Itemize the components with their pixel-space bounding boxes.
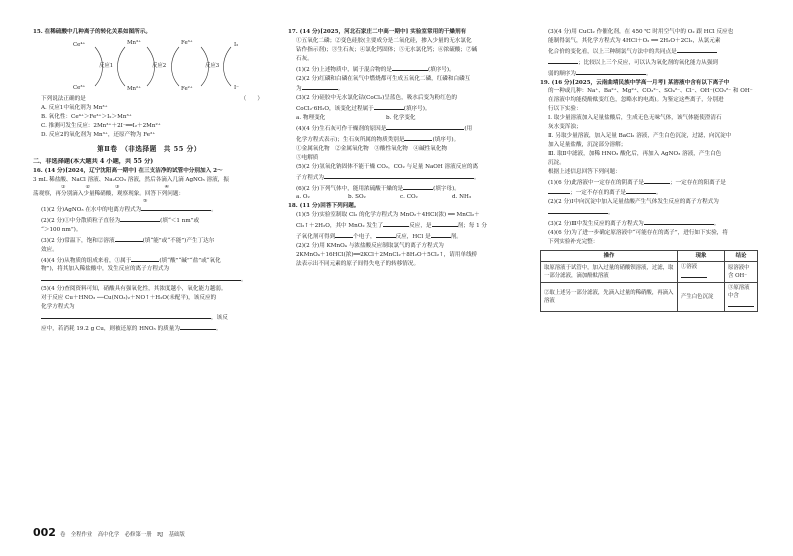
reaction-3-label: 反应3	[205, 62, 220, 69]
q18-part-3: (3)(4 分)用 CuCl₂ 作催化剂，在 450 ℃ 时用空气中的 O₂ 跟 HCl 反应也	[548, 29, 734, 35]
q17-part-4-options: ①金属氧化物 ②金属氧化物 ③酸性氧化物 ④碱性氧化物	[296, 145, 448, 152]
q18-line-1: 18. (11 分)回答下列问题。	[288, 203, 360, 210]
footer-text: 卷 全程作业 高中化学 必修第一册 RJ 基础版	[59, 532, 185, 538]
q19-instruction: 根据上述信息回答下列问题：	[548, 168, 621, 175]
answer-blank[interactable]	[324, 172, 474, 179]
reaction-2-label: 反应2	[152, 62, 167, 69]
answer-blank[interactable]	[115, 235, 143, 242]
q16-line-2: 3 mL 稀盐酸、NaCl 溶液、Na₂CO₃ 溶液，然后各滴入几滴 AgNO₃ 溶液，振	[33, 177, 229, 184]
ion-i-minus: I⁻	[234, 84, 239, 91]
table-cell: ②取上述另一部分滤液，先滴入过量的稀硝酸，再滴入 溶液	[541, 282, 678, 311]
q16-part-2-cont: “＞100 nm”)。	[41, 226, 82, 233]
q19-part-4: (4)(6 分)为了进一步确定原溶液中“可能存在的离子”，进行如下实验，将	[548, 230, 728, 237]
q19-part-2-blank: 。	[540, 207, 765, 218]
q19-step-2-cont: 加入足量盐酸，沉淀部分溶解；	[548, 141, 627, 148]
page-number: 002	[33, 526, 56, 539]
answer-blank[interactable]	[376, 231, 396, 238]
answer-blank[interactable]	[392, 64, 428, 71]
q19-line-1: 19. (16 分)[2025，云南曲靖民族中学高一月考] 某溶液中含有以下离子中	[540, 79, 730, 86]
answer-blank[interactable]	[404, 134, 432, 141]
table-row	[541, 282, 758, 311]
left-column	[33, 28, 265, 334]
answer-blank[interactable]	[431, 231, 451, 238]
q17-line-4: 石灰。	[296, 55, 313, 62]
answer-blank[interactable]	[548, 57, 578, 64]
q16-part-5-b: 对于反应 Cu＋HNO₃ ──Cu(NO₃)₂＋NO↑＋H₂O(未配平)，该反应的	[41, 295, 217, 302]
q15-ask: 下列说法正确的是 （ ）	[41, 95, 263, 102]
q19-step-1-cont: 灰水变浑浊；	[548, 124, 582, 131]
answer-blank[interactable]	[644, 177, 670, 184]
q16-circle-labels: ① ② ③ ④	[61, 185, 169, 191]
ion-ce4: Ce⁴⁺	[73, 41, 86, 48]
reaction-1-label: 反应1	[99, 62, 114, 69]
q16-part-3-cont: 效应。	[41, 246, 58, 253]
table-cell: ①溶液	[678, 261, 725, 282]
q19-part-2: (2)(2 分)Ⅰ中向沉淀中加入足量盐酸产生气体发生反应的离子方程式为	[548, 199, 719, 206]
q15-option-c: C. 推测可发生反应：2Mn³⁺＋2I⁻══I₂＋2Mn²⁺	[41, 122, 161, 129]
q16-part-3: (3)(2 分)常温下，饱和②溶液 (填“能”或“不能”)产生丁达尔	[33, 235, 265, 246]
answer-blank[interactable]	[432, 220, 458, 227]
answer-blank[interactable]	[728, 300, 754, 307]
answer-blank[interactable]	[626, 187, 656, 194]
answer-blank[interactable]	[681, 271, 707, 278]
q18-part-1: (1)(5 分)实验室制取 Cl₂ 的化学方程式为 MnO₂＋4HCl(浓) ══ MnCl₂＋	[296, 212, 480, 219]
q17-line-1: 17. (14 分)[2025，河北石家庄二中高一期中] 实验室常用的干燥剂有	[288, 29, 467, 35]
q15-option-b: B. 氧化性：Ce⁴⁺＞Fe³⁺＞I₂＞Mn³⁺	[41, 113, 132, 120]
q17-part-5: (5)(2 分)氢氧化钠固体不能干燥 CO₂，CO₂ 与足量 NaOH 溶液反应的离	[296, 163, 479, 170]
part-two-title: 第Ⅱ卷 （非选择题 共 55 分）	[97, 145, 201, 154]
q17-part-1: (1)(2 分)上述物质中，属于混合物的是 (填序号)。	[288, 64, 518, 75]
ion-i2: I₂	[234, 41, 239, 48]
answer-blank[interactable]	[677, 46, 717, 53]
q17-line-2: ①五氧化二磷；②变色硅胶(主要成分是二氧化硅，掺入少量的无水氯化	[296, 37, 472, 44]
table-header: 操作	[541, 250, 678, 261]
q17-part-3-options: a. 物理变化 b. 化学变化	[296, 115, 416, 122]
answer-blank[interactable]	[383, 220, 409, 227]
q16-part-5-e: 应中，若消耗 19.2 g Cu，则被还原的 HNO₃ 的质量为 。	[33, 323, 265, 334]
ion-fe2: Fe²⁺	[181, 85, 193, 92]
answer-blank[interactable]	[644, 218, 714, 225]
q19-step-2: Ⅱ. 另取少量溶液，加入足量 BaCl₂ 溶液，产生白色沉淀，过滤，向沉淀中	[548, 132, 732, 139]
q17-part-2: (2)(2 分)红磷和白磷在氧气中燃烧都可生成五氧化二磷，红磷和白磷互	[296, 75, 471, 82]
q17-part-4-cont: 化学方程式表示)；生石灰所属的物质类别是 (填序号)。	[288, 134, 518, 145]
table-header: 现象	[678, 250, 725, 261]
answer-blank[interactable]	[302, 83, 338, 90]
q18-part-2: (2)(2 分)用 KMnO₄ 与浓盐酸反应制取氯气的离子方程式为	[296, 242, 444, 249]
right-column	[540, 28, 765, 312]
q15-stem: 15. 在稀硫酸中几种离子的转化关系如图所示。	[33, 29, 151, 35]
q17-part-6: (6)(2 分)下列气体中，能用浓硫酸干燥的是 (填字母)。	[288, 183, 518, 194]
q18-part-1-c: 子氧化剂可得到 个电子， 反应，HCl 是 剂。	[288, 231, 518, 242]
q16-circle-five: ⑤	[143, 198, 148, 204]
q19-part-1-cont: ；一定不存在的离子是 。	[540, 187, 765, 198]
answer-blank[interactable]	[180, 323, 216, 330]
answer-blank[interactable]	[41, 274, 241, 281]
q16-line-1: 16. (14 分)[2024，辽宁沈阳高一期中] 在三支洁净的试管中分别加入 2～	[33, 168, 223, 175]
answer-blank[interactable]	[131, 255, 159, 262]
answer-blank[interactable]	[41, 312, 211, 319]
q19-part-3: (3)(2 分)Ⅲ中发生反应的离子方程式为 。	[540, 218, 765, 229]
table-cell: 取原溶液于试管中，加入过量的硝酸钡溶液，过滤，取一部分滤液，滴加酚酞溶液	[541, 261, 678, 282]
table-row	[541, 261, 758, 282]
q18-part-1-b: Cl₂↑＋2H₂O，其中 MnO₂ 发生了 反应，是 剂；每 1 分	[288, 220, 518, 231]
q16-part-2: (2)(2 分)①中分散质粒子直径为 (填“＜1 nm”或	[33, 215, 265, 226]
middle-column	[288, 28, 518, 269]
q18-part-2-c: 法表示出不同元素的原子间得失电子的转移情况。	[296, 260, 420, 267]
answer-blank[interactable]	[335, 231, 353, 238]
q15-option-d: D. 反应2的氧化剂为 Mn³⁺，还原产物为 Fe²⁺	[41, 131, 156, 138]
q15-option-a: A. 反应1中氧化剂为 Mn³⁺	[41, 104, 108, 111]
q18-part-3-c: 化合价的变化看，以上三种制氯气方法中的共同点是	[540, 46, 765, 57]
q19-part-1: (1)(6 分)此溶液中一定存在的阴离子是 ；一定存在的阳离子是	[540, 177, 765, 188]
ion-mn3: Mn³⁺	[127, 39, 141, 46]
answer-blank[interactable]	[403, 183, 433, 190]
q16-line-3: 荡观察，再分别滴入少量稀硝酸，观察现象。回答下列问题：	[33, 191, 185, 198]
q16-part-4-blank: 。	[33, 274, 265, 285]
table-cell: 产生白色沉淀	[678, 282, 725, 311]
q19-step-3: Ⅲ. 取Ⅱ中滤液，加稀 HNO₃ 酸化后，再加入 AgNO₃ 溶液，产生白色	[548, 150, 722, 157]
answer-blank[interactable]	[120, 215, 160, 222]
ion-ce3: Ce³⁺	[73, 84, 86, 91]
q19-line-4: 行以下实验：	[548, 106, 582, 113]
answer-blank[interactable]	[386, 123, 464, 130]
ion-mn2: Mn²⁺	[127, 85, 141, 92]
q17-part-6-options: a. O₂ b. SO₂ c. CO₂ d. NH₃	[296, 194, 472, 201]
q16-part-5-d: ，该反	[33, 312, 265, 323]
q18-part-3-e: 弱的顺序为 。	[540, 68, 765, 79]
q19-step-1: Ⅰ. 取少量溶液加入足量盐酸后，生成无色无味气体，该气体能使澄清石	[548, 115, 722, 122]
table-header: 结论	[725, 250, 758, 261]
ion-conversion-diagram	[33, 39, 265, 93]
q17-part-2-cont: 为 。	[288, 83, 518, 94]
q16-part-5-c: 化学方程式为	[41, 304, 75, 311]
q16-part-1: (1)(2 分)AgNO₃ 在水中的电离方程式为 。	[33, 204, 265, 215]
answer-blank[interactable]	[548, 187, 570, 194]
q16-part-4-cont: 物”)，将其加入稀盐酸中，发生反应的离子方程式为	[41, 266, 170, 273]
q17-part-4: (4)(4 分)生石灰可作干燥剂的原因是 (用	[288, 123, 518, 134]
q19-line-2: 的一种或几种：Na⁺、Ba²⁺、Mg²⁺、CO₃²⁻、SO₄²⁻、Cl⁻、OH⁻(CO₃²⁻ 和 OH⁻	[548, 88, 753, 95]
q16-part-4: (4)(4 分)从物质的组成来看，①属于 (填“酸”“碱”“盐”或“氧化	[33, 255, 265, 266]
table-cell: 原溶液中含 OH⁻	[725, 261, 758, 282]
ion-fe3: Fe³⁺	[181, 39, 193, 46]
q17-part-4-option-5: ⑤电解质	[296, 154, 319, 161]
q17-part-3: (3)(2 分)硅胶中无水氯化钴(CoCl₂)呈蓝色，吸水后变为粉红色的	[296, 95, 458, 102]
q17-part-5-cont: 子方程式为 。	[288, 172, 518, 183]
diagram-arrows	[33, 39, 265, 93]
q18-part-3-d: ；比较以上三个反应，可以认为氧化剂的氧化能力从强到	[540, 57, 765, 68]
answer-paren: （ ）	[240, 95, 263, 102]
table-cell: ③原溶液中含	[725, 282, 758, 311]
experiment-table	[540, 250, 758, 312]
answer-blank[interactable]	[548, 207, 608, 214]
q16-part-5: (5)(4 分)查阅资料可知，硝酸具有强氧化性，其浓度越小，氧化能力越弱。	[41, 286, 227, 293]
section-two-heading: 二、非选择题(本大题共 4 小题，共 55 分)	[33, 158, 154, 166]
q17-line-3: 钴作指示剂)；③生石灰；④氯化钙固体；⑤无水氯化钙；⑥浓硫酸；⑦碱	[296, 46, 478, 53]
q19-step-3-cont: 沉淀。	[548, 159, 565, 166]
answer-blank[interactable]	[576, 68, 646, 75]
q18-part-2-b: 2KMnO₄＋16HCl(浓)══2KCl＋2MnCl₂＋8H₂O＋5Cl₂↑，请用单线桥	[296, 251, 478, 258]
q19-line-3: 在溶液中均能使酚酞变红色，忽略水的电离)。为鉴定这些离子，分别进	[548, 97, 724, 104]
q17-part-3-cont: CoCl₂·6H₂O，该变化过程属于 (填序号)。	[288, 103, 518, 114]
q19-part-4-cont: 下列实验补充完整：	[548, 238, 599, 245]
answer-blank[interactable]	[141, 204, 211, 211]
page-footer	[33, 526, 185, 539]
answer-blank[interactable]	[374, 103, 404, 110]
table-header-row	[541, 250, 758, 261]
q18-part-3-b: 能制得氯气，其化学方程式为 4HCl＋O₂ ══ 2H₂O＋2Cl₂，从氯元素	[548, 37, 721, 44]
